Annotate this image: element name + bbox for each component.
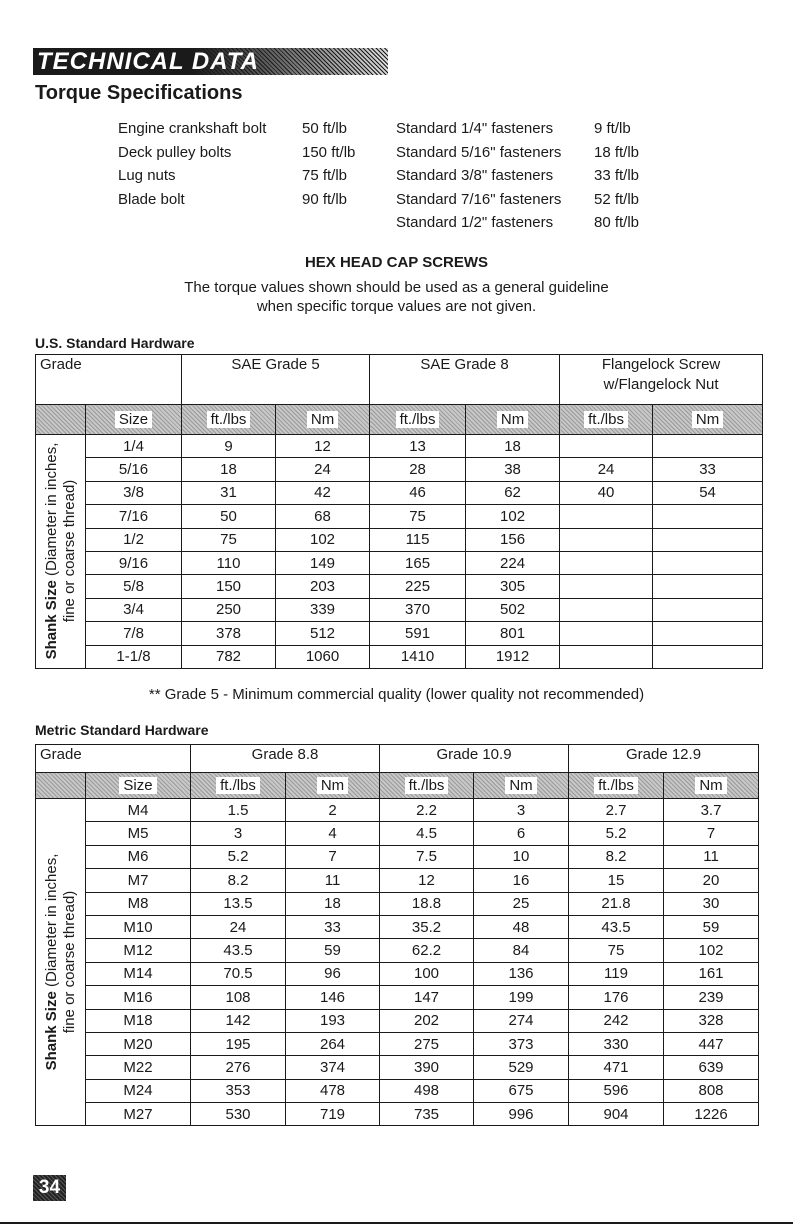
hex-heading: HEX HEAD CAP SCREWS: [304, 254, 489, 271]
table-cell: 43.5: [191, 939, 286, 962]
table-cell: 2.7: [569, 799, 664, 822]
us-header-row: [36, 405, 763, 435]
table-cell: 142: [191, 1009, 286, 1032]
table-cell: 782: [182, 645, 276, 668]
table-cell: 4: [286, 822, 380, 845]
fastener-value: 52 ft/lb: [594, 190, 640, 208]
table-cell: 59: [286, 939, 380, 962]
table-cell: [560, 598, 653, 621]
table-cell: 1410: [370, 645, 466, 668]
table-cell: 7.5: [380, 845, 474, 868]
fastener-label: Standard 1/2" fasteners: [396, 214, 554, 232]
table-cell: 13: [370, 435, 466, 458]
us-group-flangelock: [560, 355, 763, 405]
table-cell: 42: [276, 481, 370, 504]
table-cell: 378: [182, 622, 276, 645]
size-cell: M12: [86, 939, 191, 962]
table-cell: 239: [664, 986, 759, 1009]
table-cell: 447: [664, 1032, 759, 1055]
table-cell: 102: [466, 505, 560, 528]
metric-shank-size-bold: Shank Size: [42, 991, 60, 1071]
table-cell: 149: [276, 551, 370, 574]
table-cell: 7: [286, 845, 380, 868]
table-cell: 30: [664, 892, 759, 915]
size-cell: 3/8: [86, 481, 182, 504]
table-cell: 3: [474, 799, 569, 822]
table-cell: 165: [370, 551, 466, 574]
table-cell: [560, 505, 653, 528]
metric-header-blank: [36, 773, 86, 799]
us-grade-label: Grade: [36, 355, 182, 405]
table-cell: 110: [182, 551, 276, 574]
metric-group-8-8: Grade 8.8: [191, 745, 380, 773]
table-cell: [560, 645, 653, 668]
table-cell: 512: [276, 622, 370, 645]
table-cell: 115: [370, 528, 466, 551]
table-cell: 675: [474, 1079, 569, 1102]
table-cell: 38: [466, 458, 560, 481]
table-cell: 46: [370, 481, 466, 504]
table-cell: 7: [664, 822, 759, 845]
page-title: Torque Specifications: [35, 82, 243, 104]
table-row: [36, 481, 763, 504]
table-cell: [653, 598, 763, 621]
table-cell: [560, 435, 653, 458]
table-cell: [653, 551, 763, 574]
table-cell: [653, 622, 763, 645]
metric-header-12-9-nm: Nm: [664, 773, 759, 799]
table-row: [36, 528, 763, 551]
us-header-sae8-nm: Nm: [466, 405, 560, 435]
size-cell: 9/16: [86, 551, 182, 574]
metric-header-10-9-nm: Nm: [474, 773, 569, 799]
banner-title: TECHNICAL DATA: [37, 48, 259, 75]
table-cell: 119: [569, 962, 664, 985]
table-row: [36, 869, 759, 892]
table-row: [36, 939, 759, 962]
metric-hardware-heading: Metric Standard Hardware: [35, 722, 209, 738]
table-cell: 250: [182, 598, 276, 621]
table-cell: [560, 528, 653, 551]
table-cell: 8.2: [191, 869, 286, 892]
table-cell: 21.8: [569, 892, 664, 915]
table-cell: 59: [664, 915, 759, 938]
guideline-line-2: when specific torque values are not given.: [256, 298, 537, 315]
table-cell: 339: [276, 598, 370, 621]
us-hardware-heading: U.S. Standard Hardware: [35, 335, 195, 351]
table-cell: 478: [286, 1079, 380, 1102]
table-cell: 31: [182, 481, 276, 504]
table-row: [36, 575, 763, 598]
table-cell: 264: [286, 1032, 380, 1055]
table-row: [36, 645, 763, 668]
us-torque-table: [35, 354, 763, 669]
fastener-value: 18 ft/lb: [594, 143, 640, 161]
us-header-sae5-ftlbs: ft./lbs: [182, 405, 276, 435]
table-cell: 199: [474, 986, 569, 1009]
table-cell: 100: [380, 962, 474, 985]
table-cell: 96: [286, 962, 380, 985]
table-cell: 68: [276, 505, 370, 528]
table-cell: 102: [664, 939, 759, 962]
table-cell: 530: [191, 1103, 286, 1126]
torque-item-label: Deck pulley bolts: [118, 143, 232, 161]
size-cell: 1/2: [86, 528, 182, 551]
torque-item-value: 75 ft/lb: [302, 167, 348, 185]
table-cell: 529: [474, 1056, 569, 1079]
section-banner: [33, 48, 388, 75]
torque-item-value: 50 ft/lb: [302, 120, 348, 137]
us-header-blank: [36, 405, 86, 435]
table-cell: 108: [191, 986, 286, 1009]
table-cell: 2: [286, 799, 380, 822]
table-cell: [560, 551, 653, 574]
table-cell: 808: [664, 1079, 759, 1102]
fastener-value: 9 ft/lb: [594, 120, 631, 137]
table-cell: 75: [569, 939, 664, 962]
table-cell: 54: [653, 481, 763, 504]
table-cell: 390: [380, 1056, 474, 1079]
size-cell: 1-1/8: [86, 645, 182, 668]
table-cell: 5.2: [191, 845, 286, 868]
table-cell: 75: [370, 505, 466, 528]
table-row: [36, 845, 759, 868]
size-cell: M22: [86, 1056, 191, 1079]
table-cell: 639: [664, 1056, 759, 1079]
table-cell: 1.5: [191, 799, 286, 822]
size-cell: M7: [86, 869, 191, 892]
table-cell: [560, 622, 653, 645]
table-cell: 20: [664, 869, 759, 892]
table-row: [36, 1009, 759, 1032]
size-cell: 1/4: [86, 435, 182, 458]
table-cell: 3.7: [664, 799, 759, 822]
size-cell: 5/8: [86, 575, 182, 598]
table-cell: 16: [474, 869, 569, 892]
table-cell: 18: [182, 458, 276, 481]
table-cell: 6: [474, 822, 569, 845]
us-header-flange-nm: Nm: [653, 405, 763, 435]
table-cell: 305: [466, 575, 560, 598]
table-cell: 28: [370, 458, 466, 481]
table-cell: 13.5: [191, 892, 286, 915]
metric-torque-table: [35, 744, 759, 1126]
size-cell: M18: [86, 1009, 191, 1032]
table-cell: 24: [560, 458, 653, 481]
table-row: [36, 915, 759, 938]
table-cell: 18: [286, 892, 380, 915]
us-grade-row: [36, 355, 763, 405]
table-row: [36, 1079, 759, 1102]
table-cell: 203: [276, 575, 370, 598]
fastener-value: 80 ft/lb: [594, 214, 640, 232]
us-group-sae5: SAE Grade 5: [182, 355, 370, 405]
table-cell: 225: [370, 575, 466, 598]
table-cell: 2.2: [380, 799, 474, 822]
table-row: [36, 622, 763, 645]
table-cell: 3: [191, 822, 286, 845]
size-cell: M4: [86, 799, 191, 822]
table-cell: 146: [286, 986, 380, 1009]
table-cell: 25: [474, 892, 569, 915]
table-row: [36, 1032, 759, 1055]
us-group-flangelock-line2: w/Flangelock Nut: [603, 376, 719, 393]
us-group-flangelock-line1: Flangelock Screw: [601, 356, 721, 373]
table-cell: 801: [466, 622, 560, 645]
metric-header-10-9-ftlbs: ft./lbs: [380, 773, 474, 799]
metric-header-8-8-ftlbs: ft./lbs: [191, 773, 286, 799]
table-cell: 161: [664, 962, 759, 985]
table-row: [36, 822, 759, 845]
table-cell: 193: [286, 1009, 380, 1032]
size-cell: M24: [86, 1079, 191, 1102]
table-cell: 11: [664, 845, 759, 868]
table-cell: 18.8: [380, 892, 474, 915]
metric-header-row: [36, 773, 759, 799]
table-cell: 10: [474, 845, 569, 868]
torque-item-value: 90 ft/lb: [302, 190, 348, 208]
table-row: [36, 1056, 759, 1079]
table-cell: [653, 435, 763, 458]
table-cell: 591: [370, 622, 466, 645]
size-cell: 3/4: [86, 598, 182, 621]
table-cell: 33: [286, 915, 380, 938]
us-header-sae8-ftlbs: ft./lbs: [370, 405, 466, 435]
table-row: [36, 505, 763, 528]
metric-header-size: Size: [86, 773, 191, 799]
table-row: [36, 962, 759, 985]
table-cell: [560, 575, 653, 598]
table-cell: 719: [286, 1103, 380, 1126]
grade-note: ** Grade 5 - Minimum commercial quality (lower quality not recommended): [148, 686, 645, 703]
us-shank-size-rest: (Diameter in inches,: [42, 443, 60, 581]
table-row: [36, 598, 763, 621]
torque-item-label: Lug nuts: [118, 167, 176, 185]
table-cell: 1226: [664, 1103, 759, 1126]
table-cell: [653, 575, 763, 598]
metric-shank-size-line2: fine or coarse thread): [60, 890, 78, 1034]
table-cell: 12: [276, 435, 370, 458]
metric-group-10-9: Grade 10.9: [380, 745, 569, 773]
table-cell: 11: [286, 869, 380, 892]
table-cell: 373: [474, 1032, 569, 1055]
table-cell: 9: [182, 435, 276, 458]
table-cell: 102: [276, 528, 370, 551]
table-cell: 84: [474, 939, 569, 962]
size-cell: M16: [86, 986, 191, 1009]
table-cell: 498: [380, 1079, 474, 1102]
table-cell: 996: [474, 1103, 569, 1126]
metric-grade-label: Grade: [36, 745, 191, 773]
table-cell: 156: [466, 528, 560, 551]
size-cell: M10: [86, 915, 191, 938]
table-cell: 276: [191, 1056, 286, 1079]
size-cell: 5/16: [86, 458, 182, 481]
table-cell: 8.2: [569, 845, 664, 868]
us-header-sae5-nm: Nm: [276, 405, 370, 435]
table-cell: 62: [466, 481, 560, 504]
table-cell: 70.5: [191, 962, 286, 985]
size-cell: M6: [86, 845, 191, 868]
metric-shank-size-label: [36, 799, 86, 1126]
us-shank-size-bold: Shank Size: [42, 580, 60, 660]
table-cell: 353: [191, 1079, 286, 1102]
table-cell: 274: [474, 1009, 569, 1032]
us-shank-size-label: [36, 435, 86, 669]
bottom-rule: [0, 1222, 793, 1224]
table-cell: 18: [466, 435, 560, 458]
table-cell: [653, 645, 763, 668]
table-cell: 147: [380, 986, 474, 1009]
table-cell: 195: [191, 1032, 286, 1055]
table-cell: 40: [560, 481, 653, 504]
fastener-label: Standard 7/16" fasteners: [396, 190, 562, 208]
table-cell: 43.5: [569, 915, 664, 938]
size-cell: M8: [86, 892, 191, 915]
table-cell: 596: [569, 1079, 664, 1102]
metric-group-12-9: Grade 12.9: [569, 745, 759, 773]
table-cell: 75: [182, 528, 276, 551]
table-cell: [653, 528, 763, 551]
guideline-line-1: The torque values shown should be used as a general guideline: [184, 279, 609, 296]
size-cell: 7/16: [86, 505, 182, 528]
guideline-text: [0, 278, 793, 316]
table-cell: 224: [466, 551, 560, 574]
table-cell: 735: [380, 1103, 474, 1126]
metric-grade-row: [36, 745, 759, 773]
table-cell: 176: [569, 986, 664, 1009]
torque-item-label: Blade bolt: [118, 190, 185, 208]
table-cell: 4.5: [380, 822, 474, 845]
table-row: [36, 1103, 759, 1126]
us-group-sae8: SAE Grade 8: [370, 355, 560, 405]
table-cell: 15: [569, 869, 664, 892]
fastener-label: Standard 1/4" fasteners: [396, 120, 554, 137]
table-cell: 374: [286, 1056, 380, 1079]
table-cell: 5.2: [569, 822, 664, 845]
table-row: [36, 458, 763, 481]
size-cell: M20: [86, 1032, 191, 1055]
table-cell: [653, 505, 763, 528]
table-cell: 330: [569, 1032, 664, 1055]
table-cell: 242: [569, 1009, 664, 1032]
table-cell: 275: [380, 1032, 474, 1055]
size-cell: 7/8: [86, 622, 182, 645]
fastener-value: 33 ft/lb: [594, 167, 640, 185]
table-cell: 502: [466, 598, 560, 621]
table-cell: 35.2: [380, 915, 474, 938]
us-shank-size-line2: fine or coarse thread): [60, 480, 78, 623]
table-cell: 370: [370, 598, 466, 621]
table-cell: 24: [191, 915, 286, 938]
metric-header-8-8-nm: Nm: [286, 773, 380, 799]
size-cell: M27: [86, 1103, 191, 1126]
table-cell: 904: [569, 1103, 664, 1126]
us-header-flange-ftlbs: ft./lbs: [560, 405, 653, 435]
torque-item-label: Engine crankshaft bolt: [118, 120, 267, 137]
table-cell: 1060: [276, 645, 370, 668]
table-cell: 12: [380, 869, 474, 892]
table-cell: 50: [182, 505, 276, 528]
table-row: [36, 435, 763, 458]
fastener-label: Standard 5/16" fasteners: [396, 143, 562, 161]
size-cell: M5: [86, 822, 191, 845]
table-cell: 471: [569, 1056, 664, 1079]
table-cell: 136: [474, 962, 569, 985]
table-row: [36, 892, 759, 915]
table-cell: 33: [653, 458, 763, 481]
metric-header-12-9-ftlbs: ft./lbs: [569, 773, 664, 799]
us-header-size: Size: [86, 405, 182, 435]
table-cell: 62.2: [380, 939, 474, 962]
table-cell: 202: [380, 1009, 474, 1032]
page-number: 34: [33, 1175, 66, 1201]
table-row: [36, 799, 759, 822]
table-cell: 24: [276, 458, 370, 481]
torque-item-value: 150 ft/lb: [302, 143, 356, 161]
table-row: [36, 551, 763, 574]
table-cell: 150: [182, 575, 276, 598]
table-row: [36, 986, 759, 1009]
table-cell: 328: [664, 1009, 759, 1032]
metric-shank-size-rest: (Diameter in inches,: [42, 853, 60, 992]
table-cell: 48: [474, 915, 569, 938]
fastener-label: Standard 3/8" fasteners: [396, 167, 554, 185]
table-cell: 1912: [466, 645, 560, 668]
size-cell: M14: [86, 962, 191, 985]
